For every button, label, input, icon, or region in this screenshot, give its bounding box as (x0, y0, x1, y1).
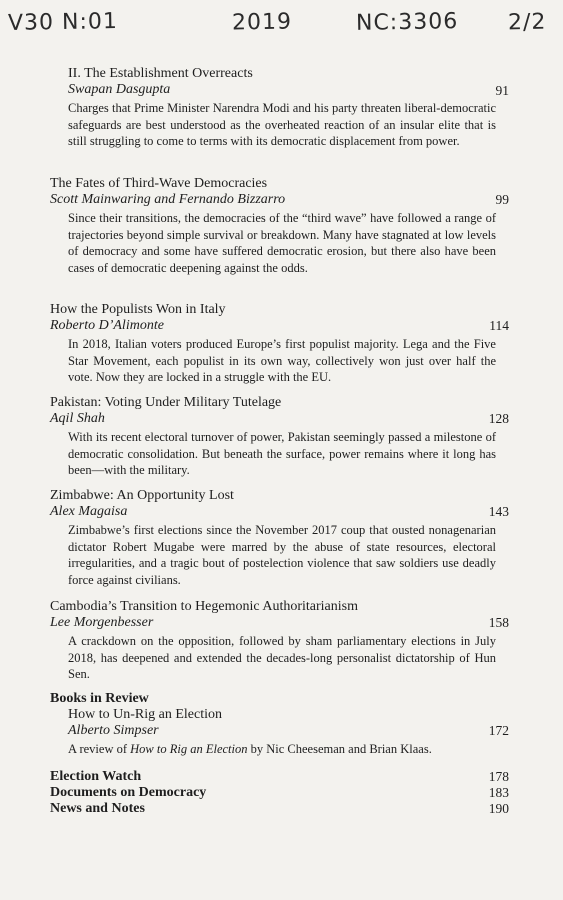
footer-page-number: 183 (488, 785, 509, 800)
entry-title: The Fates of Third-Wave Democracies (50, 176, 268, 191)
entry-description: Charges that Prime Minister Narendra Modi and his party threaten liberal-democratic safeguards are best understood as the overheated reaction of an insular elite that is still struggling to come to terms with its democratic displacement from power. (68, 101, 496, 148)
entry-author: Alex Magaisa (50, 504, 128, 519)
handwritten-code-note: 2019 (231, 9, 293, 36)
handwritten-volume-note: V30 N:01 (7, 9, 119, 36)
entry-page-number: 99 (495, 192, 509, 207)
book-review-description (68, 741, 496, 758)
entry-title: How the Populists Won in Italy (50, 302, 226, 317)
entry-description: Zimbabwe’s first elections since the November 2017 coup that ousted nonagenarian dictator Robert Mugabe were marred by the abuse of state resources, electoral irregularities, and a tragic bout of postelection violence that saw soldiers use deadly force against civilians. (68, 523, 496, 587)
entry-description: A crackdown on the opposition, followed by sham parliamentary elections in July 2018, has deepened and extended the decades-long personalist dictatorship of Hun Sen. (68, 634, 496, 681)
entry-page-number: 114 (489, 318, 509, 333)
book-review-author: Alberto Simpser (68, 723, 159, 738)
book-desc-suffix: by Nic Cheeseman and Brian Klaas. (247, 742, 432, 756)
entry-author: Swapan Dasgupta (68, 82, 171, 97)
entry-title: Zimbabwe: An Opportunity Lost (50, 488, 234, 503)
entry-author: Roberto D’Alimonte (50, 318, 164, 333)
entry-page-number: 143 (488, 504, 509, 519)
entry-page-number: 91 (495, 83, 509, 98)
book-desc-prefix: A review of (68, 742, 131, 756)
footer-item-news: News and Notes (50, 801, 145, 816)
entry-page-number: 158 (488, 615, 509, 630)
book-review-page-number: 172 (488, 723, 509, 738)
book-desc-title: How to Rig an Election (130, 742, 248, 756)
book-review-title: How to Un-Rig an Election (68, 707, 222, 722)
entry-description: Since their transitions, the democracies of the “third wave” have followed a range of trajectories beyond simple survival or breakdown. Many have stagnated at low levels of democracy and some have suffered democratic erosion, but there also have been cases of democratic deepening against the odds. (68, 211, 496, 275)
toc-entry (50, 302, 510, 386)
entry-title: II. The Establishment Overreacts (68, 66, 253, 81)
toc-entry (50, 599, 510, 683)
books-heading: Books in Review (50, 691, 149, 706)
toc-entry (50, 488, 510, 588)
entry-author: Scott Mainwaring and Fernando Bizzarro (50, 192, 286, 207)
footer-page-number: 178 (488, 769, 509, 784)
books-in-review-section (50, 691, 510, 758)
entry-title: Cambodia’s Transition to Hegemonic Authoritarianism (50, 599, 358, 614)
entry-title: Pakistan: Voting Under Military Tutelage (50, 395, 282, 410)
footer-page-number: 190 (488, 801, 509, 816)
entry-page-number: 128 (488, 411, 509, 426)
toc-entry (50, 66, 510, 150)
footer-item-documents: Documents on Democracy (50, 785, 207, 800)
handwritten-fraction-note: 2/2 (507, 9, 547, 36)
toc-entry (50, 176, 510, 276)
footer-item-election-watch: Election Watch (50, 769, 142, 784)
entry-description: With its recent electoral turnover of power, Pakistan seemingly passed a milestone of democratic consolidation. But beneath the surface, power remains where it long has been—with the military. (68, 430, 496, 477)
entry-author: Aqil Shah (50, 411, 105, 426)
toc-entry (50, 395, 510, 479)
entry-author: Lee Morgenbesser (50, 615, 154, 630)
entry-description: In 2018, Italian voters produced Europe’s first populist majority. Lega and the Five Star Movement, each populist in its own way, collectively won just over half the vote. Now they are locked in a struggle with the EU. (68, 337, 496, 384)
handwritten-nc-note: NC:3306 (355, 9, 459, 36)
